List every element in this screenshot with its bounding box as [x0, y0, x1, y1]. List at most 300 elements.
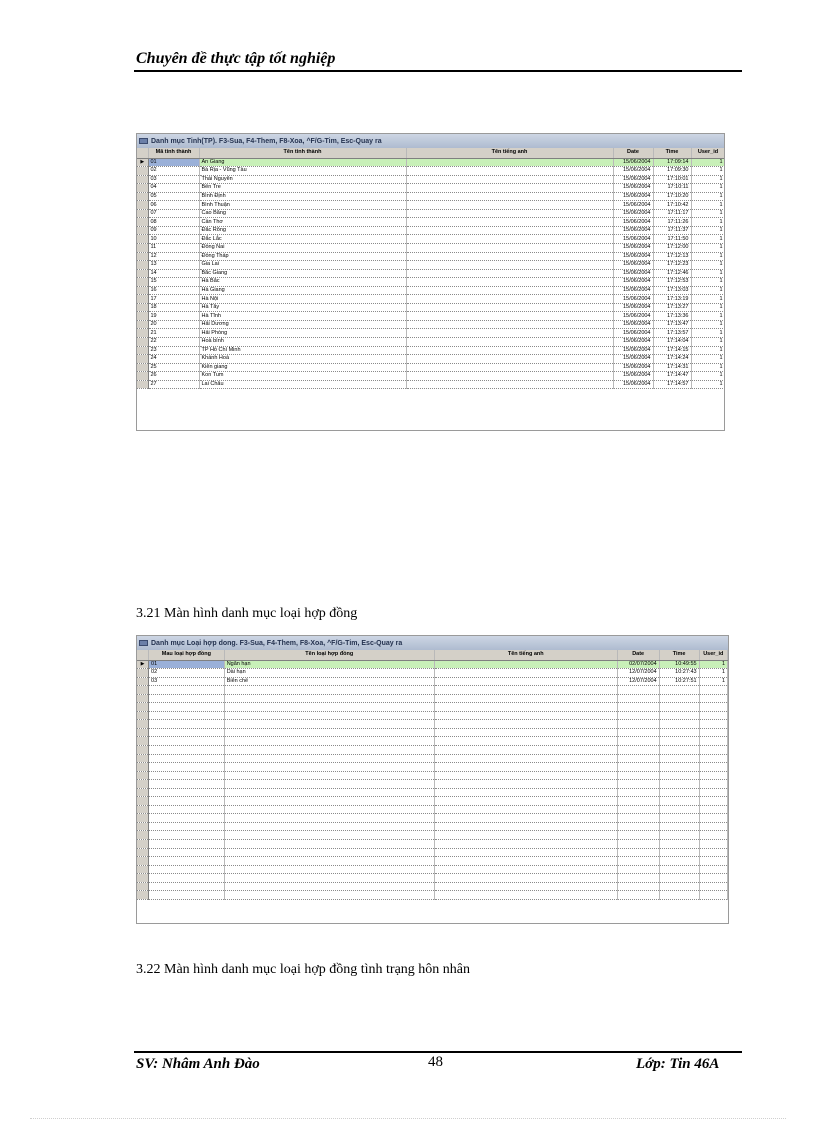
time-cell[interactable]: 17:12:53: [653, 278, 691, 287]
col-header-name[interactable]: Tên tỉnh thành: [199, 148, 406, 158]
empty-cell[interactable]: [434, 882, 617, 891]
table-row[interactable]: [137, 669, 728, 678]
row-indicator[interactable]: [137, 711, 149, 720]
empty-cell[interactable]: [699, 822, 727, 831]
name-cell[interactable]: Cao Bằng: [199, 209, 406, 218]
col-header-user[interactable]: User_id: [691, 148, 725, 158]
date-cell[interactable]: 12/07/2004: [617, 669, 659, 678]
date-cell[interactable]: 15/06/2004: [613, 363, 653, 372]
contract-types-titlebar[interactable]: [137, 636, 728, 650]
date-cell[interactable]: 15/06/2004: [613, 184, 653, 193]
empty-row[interactable]: [137, 694, 728, 703]
code-cell[interactable]: 24: [148, 355, 199, 364]
user-cell[interactable]: 1: [691, 184, 725, 193]
name-cell[interactable]: TP Hồ Chí Minh: [199, 346, 406, 355]
empty-cell[interactable]: [434, 711, 617, 720]
empty-cell[interactable]: [224, 848, 434, 857]
english-cell[interactable]: [406, 329, 613, 338]
row-indicator[interactable]: [137, 677, 149, 686]
row-indicator[interactable]: [137, 882, 149, 891]
code-cell[interactable]: 01: [149, 660, 225, 669]
row-indicator[interactable]: [137, 754, 149, 763]
date-cell[interactable]: 15/06/2004: [613, 201, 653, 210]
empty-cell[interactable]: [224, 882, 434, 891]
row-indicator[interactable]: [137, 737, 149, 746]
name-cell[interactable]: Bình Thuận: [199, 201, 406, 210]
time-cell[interactable]: 17:10:01: [653, 175, 691, 184]
date-cell[interactable]: 15/06/2004: [613, 192, 653, 201]
empty-row[interactable]: [137, 728, 728, 737]
empty-cell[interactable]: [224, 737, 434, 746]
empty-cell[interactable]: [659, 891, 699, 900]
name-cell[interactable]: Khánh Hoà: [199, 355, 406, 364]
english-cell[interactable]: [406, 192, 613, 201]
row-indicator[interactable]: [137, 167, 148, 176]
english-cell[interactable]: [406, 295, 613, 304]
name-cell[interactable]: An Giang: [199, 158, 406, 167]
empty-cell[interactable]: [659, 848, 699, 857]
empty-cell[interactable]: [149, 754, 225, 763]
col-header-time[interactable]: Time: [659, 650, 699, 660]
date-cell[interactable]: 15/06/2004: [613, 329, 653, 338]
english-cell[interactable]: [406, 235, 613, 244]
empty-cell[interactable]: [659, 728, 699, 737]
table-row[interactable]: [137, 192, 725, 201]
time-cell[interactable]: 17:10:20: [653, 192, 691, 201]
row-indicator[interactable]: [137, 891, 149, 900]
empty-cell[interactable]: [224, 780, 434, 789]
empty-cell[interactable]: [224, 728, 434, 737]
empty-cell[interactable]: [659, 865, 699, 874]
empty-cell[interactable]: [149, 728, 225, 737]
english-cell[interactable]: [406, 167, 613, 176]
empty-cell[interactable]: [699, 805, 727, 814]
date-cell[interactable]: 15/06/2004: [613, 252, 653, 261]
empty-cell[interactable]: [224, 857, 434, 866]
empty-cell[interactable]: [224, 874, 434, 883]
col-header-code[interactable]: Mau loại hợp đồng: [149, 650, 225, 660]
row-indicator[interactable]: [137, 329, 148, 338]
date-cell[interactable]: 15/06/2004: [613, 218, 653, 227]
empty-cell[interactable]: [149, 711, 225, 720]
time-cell[interactable]: 17:14:47: [653, 372, 691, 381]
name-cell[interactable]: Biên chế: [224, 677, 434, 686]
row-indicator[interactable]: [137, 295, 148, 304]
time-cell[interactable]: 10:27:51: [659, 677, 699, 686]
empty-cell[interactable]: [617, 839, 659, 848]
date-cell[interactable]: 15/06/2004: [613, 243, 653, 252]
table-row[interactable]: [137, 660, 728, 669]
col-header-date[interactable]: Date: [613, 148, 653, 158]
code-cell[interactable]: 10: [148, 235, 199, 244]
code-cell[interactable]: 03: [148, 175, 199, 184]
time-cell[interactable]: 17:12:00: [653, 243, 691, 252]
code-cell[interactable]: 22: [148, 337, 199, 346]
table-row[interactable]: [137, 218, 725, 227]
empty-row[interactable]: [137, 754, 728, 763]
empty-cell[interactable]: [617, 771, 659, 780]
name-cell[interactable]: Cần Thơ: [199, 218, 406, 227]
empty-cell[interactable]: [699, 857, 727, 866]
empty-cell[interactable]: [617, 848, 659, 857]
time-cell[interactable]: 17:12:13: [653, 252, 691, 261]
empty-cell[interactable]: [149, 857, 225, 866]
empty-row[interactable]: [137, 788, 728, 797]
date-cell[interactable]: 15/06/2004: [613, 286, 653, 295]
col-header-user[interactable]: User_id: [699, 650, 727, 660]
empty-cell[interactable]: [617, 882, 659, 891]
empty-cell[interactable]: [699, 891, 727, 900]
code-cell[interactable]: 01: [148, 158, 199, 167]
empty-row[interactable]: [137, 737, 728, 746]
empty-cell[interactable]: [617, 865, 659, 874]
time-cell[interactable]: 17:14:24: [653, 355, 691, 364]
empty-row[interactable]: [137, 848, 728, 857]
user-cell[interactable]: 1: [691, 372, 725, 381]
empty-cell[interactable]: [659, 754, 699, 763]
empty-cell[interactable]: [659, 703, 699, 712]
empty-cell[interactable]: [699, 848, 727, 857]
empty-cell[interactable]: [434, 780, 617, 789]
empty-cell[interactable]: [659, 694, 699, 703]
code-cell[interactable]: 02: [149, 669, 225, 678]
empty-cell[interactable]: [149, 737, 225, 746]
name-cell[interactable]: Hà Nội: [199, 295, 406, 304]
name-cell[interactable]: Dài hạn: [224, 669, 434, 678]
empty-cell[interactable]: [699, 737, 727, 746]
row-indicator[interactable]: [137, 184, 148, 193]
table-row[interactable]: [137, 346, 725, 355]
date-cell[interactable]: 15/06/2004: [613, 226, 653, 235]
empty-cell[interactable]: [659, 788, 699, 797]
user-cell[interactable]: 1: [699, 669, 727, 678]
code-cell[interactable]: 11: [148, 243, 199, 252]
english-cell[interactable]: [406, 269, 613, 278]
empty-row[interactable]: [137, 703, 728, 712]
empty-cell[interactable]: [149, 874, 225, 883]
date-cell[interactable]: 15/06/2004: [613, 372, 653, 381]
time-cell[interactable]: 17:14:04: [653, 337, 691, 346]
empty-cell[interactable]: [617, 857, 659, 866]
user-cell[interactable]: 1: [699, 660, 727, 669]
table-row[interactable]: [137, 355, 725, 364]
time-cell[interactable]: 17:14:57: [653, 380, 691, 389]
english-cell[interactable]: [406, 175, 613, 184]
row-indicator[interactable]: [137, 235, 148, 244]
empty-cell[interactable]: [617, 686, 659, 695]
row-indicator[interactable]: [137, 269, 148, 278]
user-cell[interactable]: 1: [691, 167, 725, 176]
empty-cell[interactable]: [149, 831, 225, 840]
code-cell[interactable]: 06: [148, 201, 199, 210]
row-indicator[interactable]: [137, 372, 148, 381]
row-indicator[interactable]: [137, 201, 148, 210]
code-cell[interactable]: 12: [148, 252, 199, 261]
code-cell[interactable]: 15: [148, 278, 199, 287]
empty-cell[interactable]: [659, 711, 699, 720]
code-cell[interactable]: 09: [148, 226, 199, 235]
empty-row[interactable]: [137, 771, 728, 780]
row-indicator[interactable]: [137, 805, 149, 814]
col-header-code[interactable]: Mã tỉnh thành: [148, 148, 199, 158]
empty-cell[interactable]: [699, 763, 727, 772]
code-cell[interactable]: 04: [148, 184, 199, 193]
name-cell[interactable]: Bến Tre: [199, 184, 406, 193]
row-indicator[interactable]: [137, 694, 149, 703]
code-cell[interactable]: 27: [148, 380, 199, 389]
empty-cell[interactable]: [434, 737, 617, 746]
row-indicator[interactable]: [137, 226, 148, 235]
user-cell[interactable]: 1: [691, 337, 725, 346]
empty-cell[interactable]: [617, 805, 659, 814]
empty-cell[interactable]: [699, 814, 727, 823]
table-row[interactable]: [137, 269, 725, 278]
empty-cell[interactable]: [434, 763, 617, 772]
empty-cell[interactable]: [659, 780, 699, 789]
empty-row[interactable]: [137, 745, 728, 754]
name-cell[interactable]: Ngắn hạn: [224, 660, 434, 669]
row-indicator[interactable]: [137, 848, 149, 857]
user-cell[interactable]: 1: [691, 243, 725, 252]
code-cell[interactable]: 03: [149, 677, 225, 686]
user-cell[interactable]: 1: [691, 201, 725, 210]
name-cell[interactable]: Đồng Nai: [199, 243, 406, 252]
row-indicator[interactable]: [137, 346, 148, 355]
row-indicator[interactable]: [137, 312, 148, 321]
row-indicator[interactable]: [137, 703, 149, 712]
empty-cell[interactable]: [434, 839, 617, 848]
row-indicator[interactable]: [137, 720, 149, 729]
row-indicator[interactable]: [137, 320, 148, 329]
empty-row[interactable]: [137, 891, 728, 900]
empty-cell[interactable]: [699, 703, 727, 712]
table-row[interactable]: [137, 303, 725, 312]
empty-cell[interactable]: [149, 848, 225, 857]
english-cell[interactable]: [406, 320, 613, 329]
time-cell[interactable]: 17:10:11: [653, 184, 691, 193]
time-cell[interactable]: 17:13:03: [653, 286, 691, 295]
empty-cell[interactable]: [617, 831, 659, 840]
row-indicator[interactable]: [137, 874, 149, 883]
empty-cell[interactable]: [224, 891, 434, 900]
empty-cell[interactable]: [617, 797, 659, 806]
empty-cell[interactable]: [699, 728, 727, 737]
date-cell[interactable]: 15/06/2004: [613, 269, 653, 278]
row-indicator[interactable]: [137, 243, 148, 252]
user-cell[interactable]: 1: [691, 261, 725, 270]
empty-cell[interactable]: [434, 771, 617, 780]
user-cell[interactable]: 1: [691, 235, 725, 244]
time-cell[interactable]: 17:13:47: [653, 320, 691, 329]
empty-row[interactable]: [137, 831, 728, 840]
empty-cell[interactable]: [434, 788, 617, 797]
empty-cell[interactable]: [617, 874, 659, 883]
row-indicator[interactable]: [137, 355, 148, 364]
table-row[interactable]: [137, 286, 725, 295]
empty-cell[interactable]: [659, 874, 699, 883]
row-indicator[interactable]: [137, 814, 149, 823]
date-cell[interactable]: 15/06/2004: [613, 235, 653, 244]
code-cell[interactable]: 26: [148, 372, 199, 381]
time-cell[interactable]: 17:13:57: [653, 329, 691, 338]
row-indicator[interactable]: [137, 192, 148, 201]
row-indicator[interactable]: [137, 797, 149, 806]
user-cell[interactable]: 1: [691, 303, 725, 312]
empty-cell[interactable]: [617, 814, 659, 823]
empty-cell[interactable]: [659, 720, 699, 729]
english-cell[interactable]: [406, 312, 613, 321]
english-cell[interactable]: [406, 261, 613, 270]
date-cell[interactable]: 15/06/2004: [613, 346, 653, 355]
table-row[interactable]: [137, 312, 725, 321]
name-cell[interactable]: Hà Giang: [199, 286, 406, 295]
empty-cell[interactable]: [699, 780, 727, 789]
empty-cell[interactable]: [434, 728, 617, 737]
empty-row[interactable]: [137, 814, 728, 823]
user-cell[interactable]: 1: [691, 286, 725, 295]
empty-cell[interactable]: [617, 728, 659, 737]
table-row[interactable]: [137, 158, 725, 167]
empty-cell[interactable]: [659, 805, 699, 814]
empty-cell[interactable]: [224, 814, 434, 823]
user-cell[interactable]: 1: [691, 355, 725, 364]
row-indicator[interactable]: [137, 261, 148, 270]
user-cell[interactable]: 1: [699, 677, 727, 686]
col-header-name[interactable]: Tên loại hợp đồng: [224, 650, 434, 660]
col-header-date[interactable]: Date: [617, 650, 659, 660]
row-indicator[interactable]: [137, 822, 149, 831]
empty-cell[interactable]: [224, 763, 434, 772]
empty-cell[interactable]: [224, 831, 434, 840]
row-pointer-icon[interactable]: ▶: [137, 660, 149, 669]
row-indicator[interactable]: [137, 865, 149, 874]
empty-cell[interactable]: [659, 797, 699, 806]
empty-cell[interactable]: [149, 703, 225, 712]
name-cell[interactable]: Hoà bình: [199, 337, 406, 346]
code-cell[interactable]: 16: [148, 286, 199, 295]
empty-cell[interactable]: [224, 720, 434, 729]
table-row[interactable]: [137, 209, 725, 218]
english-cell[interactable]: [406, 303, 613, 312]
empty-row[interactable]: [137, 882, 728, 891]
empty-cell[interactable]: [617, 788, 659, 797]
table-row[interactable]: [137, 184, 725, 193]
date-cell[interactable]: 15/06/2004: [613, 278, 653, 287]
empty-cell[interactable]: [224, 797, 434, 806]
english-cell[interactable]: [406, 278, 613, 287]
name-cell[interactable]: Bình Định: [199, 192, 406, 201]
empty-cell[interactable]: [224, 686, 434, 695]
row-indicator[interactable]: [137, 286, 148, 295]
empty-cell[interactable]: [699, 720, 727, 729]
provinces-titlebar[interactable]: [137, 134, 724, 148]
empty-cell[interactable]: [224, 771, 434, 780]
english-cell[interactable]: [406, 252, 613, 261]
date-cell[interactable]: 15/06/2004: [613, 209, 653, 218]
time-cell[interactable]: 17:11:17: [653, 209, 691, 218]
empty-cell[interactable]: [434, 686, 617, 695]
empty-cell[interactable]: [434, 694, 617, 703]
english-cell[interactable]: [406, 201, 613, 210]
empty-cell[interactable]: [617, 711, 659, 720]
table-row[interactable]: [137, 677, 728, 686]
table-row[interactable]: [137, 295, 725, 304]
time-cell[interactable]: 17:13:19: [653, 295, 691, 304]
english-cell[interactable]: [406, 158, 613, 167]
table-row[interactable]: [137, 380, 725, 389]
empty-cell[interactable]: [659, 882, 699, 891]
row-indicator[interactable]: [137, 745, 149, 754]
empty-cell[interactable]: [224, 703, 434, 712]
name-cell[interactable]: Đắc Lắc: [199, 235, 406, 244]
empty-cell[interactable]: [659, 822, 699, 831]
empty-row[interactable]: [137, 865, 728, 874]
time-cell[interactable]: 10:49:55: [659, 660, 699, 669]
row-indicator[interactable]: [137, 771, 149, 780]
empty-cell[interactable]: [149, 822, 225, 831]
row-indicator[interactable]: [137, 175, 148, 184]
empty-cell[interactable]: [224, 754, 434, 763]
time-cell[interactable]: 10:27:43: [659, 669, 699, 678]
name-cell[interactable]: Hà Tĩnh: [199, 312, 406, 321]
user-cell[interactable]: 1: [691, 226, 725, 235]
code-cell[interactable]: 17: [148, 295, 199, 304]
table-row[interactable]: [137, 243, 725, 252]
date-cell[interactable]: 12/07/2004: [617, 677, 659, 686]
name-cell[interactable]: Hải Phòng: [199, 329, 406, 338]
empty-cell[interactable]: [434, 754, 617, 763]
time-cell[interactable]: 17:11:26: [653, 218, 691, 227]
empty-cell[interactable]: [699, 771, 727, 780]
empty-cell[interactable]: [434, 797, 617, 806]
empty-cell[interactable]: [149, 694, 225, 703]
empty-cell[interactable]: [149, 771, 225, 780]
code-cell[interactable]: 08: [148, 218, 199, 227]
table-row[interactable]: [137, 278, 725, 287]
table-row[interactable]: [137, 235, 725, 244]
date-cell[interactable]: 15/06/2004: [613, 261, 653, 270]
time-cell[interactable]: 17:12:46: [653, 269, 691, 278]
user-cell[interactable]: 1: [691, 158, 725, 167]
user-cell[interactable]: 1: [691, 192, 725, 201]
empty-cell[interactable]: [699, 865, 727, 874]
user-cell[interactable]: 1: [691, 346, 725, 355]
empty-cell[interactable]: [149, 891, 225, 900]
name-cell[interactable]: Kon Tum: [199, 372, 406, 381]
empty-cell[interactable]: [434, 891, 617, 900]
empty-cell[interactable]: [617, 694, 659, 703]
user-cell[interactable]: 1: [691, 320, 725, 329]
row-indicator[interactable]: [137, 303, 148, 312]
col-header-english[interactable]: Tên tiếng anh: [434, 650, 617, 660]
date-cell[interactable]: 15/06/2004: [613, 337, 653, 346]
empty-cell[interactable]: [434, 745, 617, 754]
row-indicator[interactable]: [137, 337, 148, 346]
name-cell[interactable]: Đồng Tháp: [199, 252, 406, 261]
code-cell[interactable]: 18: [148, 303, 199, 312]
user-cell[interactable]: 1: [691, 269, 725, 278]
empty-cell[interactable]: [224, 694, 434, 703]
code-cell[interactable]: 02: [148, 167, 199, 176]
english-cell[interactable]: [406, 372, 613, 381]
empty-cell[interactable]: [617, 891, 659, 900]
empty-cell[interactable]: [659, 737, 699, 746]
col-header-time[interactable]: Time: [653, 148, 691, 158]
empty-cell[interactable]: [224, 839, 434, 848]
table-row[interactable]: [137, 261, 725, 270]
empty-cell[interactable]: [149, 780, 225, 789]
time-cell[interactable]: 17:11:37: [653, 226, 691, 235]
